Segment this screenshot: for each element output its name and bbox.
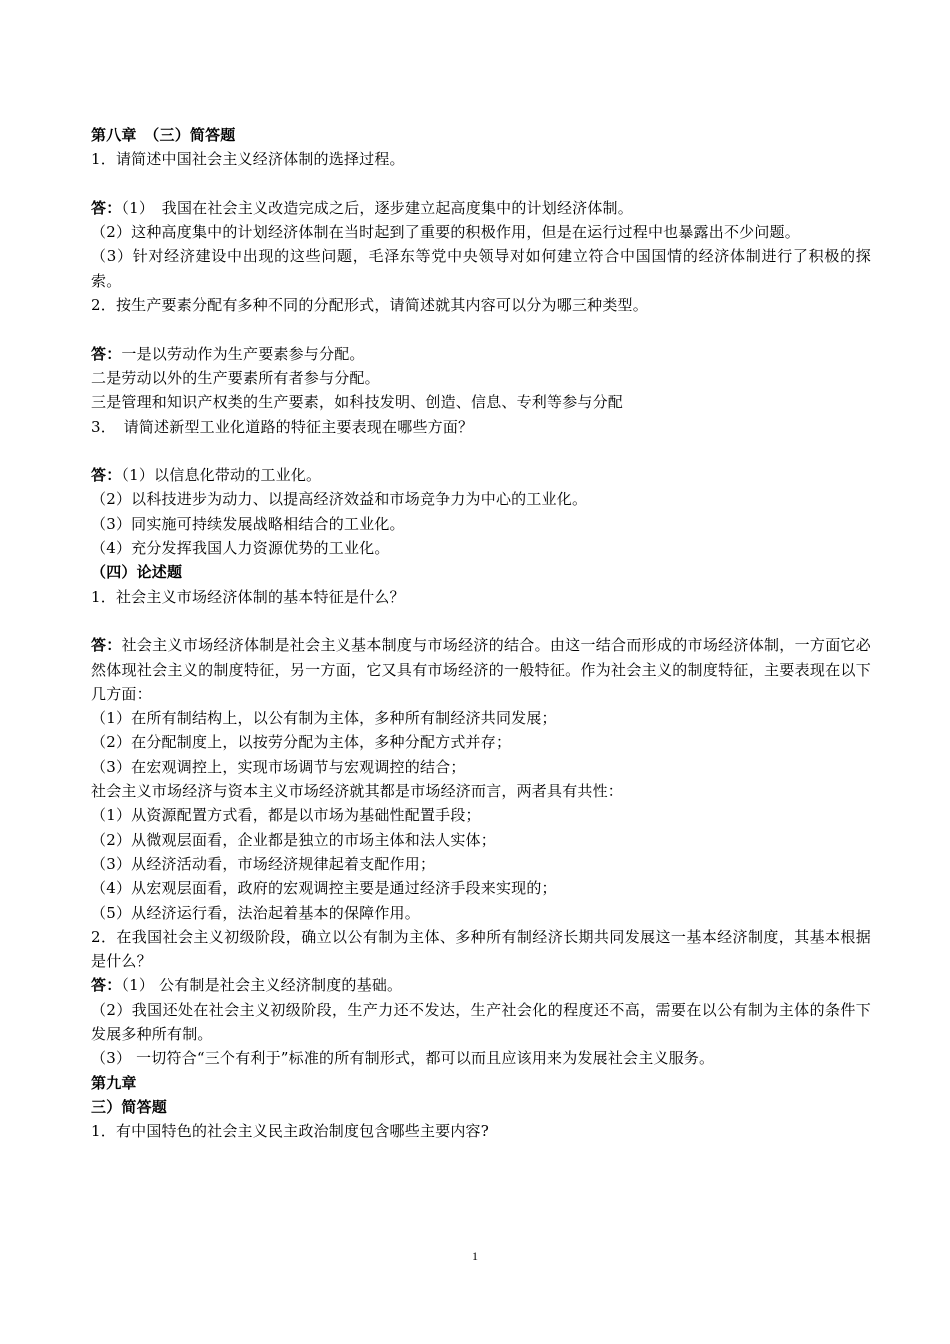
bold-label: 第八章 （三）简答题 [91, 126, 236, 144]
line-text: 1．有中国特色的社会主义民主政治制度包含哪些主要内容? [91, 1122, 489, 1141]
text-line [91, 779, 871, 803]
text-line [91, 123, 871, 147]
bold-label: 答： [91, 466, 122, 485]
line-text: （2）这种高度集中的计划经济体制在当时起到了重要的积极作用，但是在运行过程中也暴露出不少问题。 [91, 223, 800, 242]
page-number: 1 [472, 1249, 478, 1263]
line-text: 社会主义市场经济体制是社会主义基本制度与市场经济的结合。由这一结合而形成的市场经济体制，一方面它必然体现社会主义的制度特征，另一方面，它又具有市场经济的一般特征。作为社会主义的制度特征，主要表现在以下几方面： [91, 636, 871, 703]
line-text: 3． 请简述新型工业化道路的特征主要表现在哪些方面？ [91, 417, 474, 436]
bold-label: 答： [91, 636, 122, 655]
line-text: （3）在宏观调控上，实现市场调节与宏观调控的结合； [91, 757, 466, 776]
text-line [91, 852, 871, 876]
line-text: （2）从微观层面看，企业都是独立的市场主体和法人实体； [91, 830, 496, 849]
text-line [91, 220, 871, 244]
blank-line [91, 172, 871, 196]
text-line [91, 512, 871, 536]
blank-line [91, 439, 871, 463]
bold-label: 三）简答题 [91, 1097, 168, 1116]
text-line [91, 755, 871, 779]
text-line [91, 1119, 871, 1143]
line-text: （4）充分发挥我国人力资源优势的工业化。 [91, 539, 390, 558]
line-text: （2）以科技进步为动力、以提高经济效益和市场竞争力为中心的工业化。 [91, 490, 588, 509]
text-line [91, 730, 871, 754]
line-text: （4）从宏观层面看，政府的宏观调控主要是通过经济手段来实现的； [91, 879, 557, 898]
line-text: （3）同实施可持续发展战略相结合的工业化。 [91, 514, 405, 533]
text-line [91, 536, 871, 560]
text-line [91, 876, 871, 900]
text-line [91, 244, 871, 293]
line-text: 1．请简述中国社会主义经济体制的选择过程。 [91, 150, 405, 169]
bold-label: （四）论述题 [91, 563, 183, 582]
text-line [91, 925, 871, 974]
line-text: （1） 我国在社会主义改造完成之后，逐步建立起高度集中的计划经济体制。 [121, 198, 633, 217]
text-line [91, 706, 871, 730]
text-line [91, 342, 871, 366]
line-text: （1）从资源配置方式看，都是以市场为基础性配置手段； [91, 806, 481, 825]
bold-label: 答： [91, 198, 122, 217]
text-line [91, 1071, 871, 1095]
line-text: （2）在分配制度上，以按劳分配为主体，多种分配方式并存； [91, 733, 512, 752]
text-line [91, 1095, 871, 1119]
bold-label: 第九章 [91, 1073, 137, 1092]
text-line [91, 585, 871, 609]
line-text: （1） 公有制是社会主义经济制度的基础。 [121, 976, 403, 995]
line-text: 二是劳动以外的生产要素所有者参与分配。 [91, 368, 380, 387]
text-line [91, 390, 871, 414]
text-line [91, 998, 871, 1047]
text-line [91, 633, 871, 706]
text-line [91, 828, 871, 852]
line-text: 1．社会主义市场经济体制的基本特征是什么？ [91, 587, 405, 606]
text-line [91, 803, 871, 827]
line-text: （3）从经济活动看，市场经济规律起着支配作用； [91, 854, 436, 873]
line-text: （3）针对经济建设中出现的这些问题，毛泽东等党中央领导对如何建立符合中国国情的经济体制进行了积极的探索。 [91, 247, 871, 290]
text-line [91, 973, 871, 997]
text-line [91, 196, 871, 220]
line-text: 三是管理和知识产权类的生产要素，如科技发明、创造、信息、专利等参与分配 [91, 393, 624, 412]
text-line [91, 901, 871, 925]
text-line [91, 463, 871, 487]
line-text: （5）从经济运行看，法治起着基本的保障作用。 [91, 903, 420, 922]
text-line [91, 415, 871, 439]
bold-label: 答： [91, 344, 122, 363]
bold-label: 答： [91, 976, 122, 995]
blank-line [91, 317, 871, 341]
line-text: （1）以信息化带动的工业化。 [121, 466, 322, 485]
line-text: （1）在所有制结构上，以公有制为主体，多种所有制经济共同发展； [91, 709, 557, 728]
line-text: 一是以劳动作为生产要素参与分配。 [121, 344, 365, 363]
text-line [91, 560, 871, 584]
blank-line [91, 609, 871, 633]
line-text: （2）我国还处在社会主义初级阶段，生产力还不发达，生产社会化的程度还不高，需要在以公有制为主体的条件下发展多种所有制。 [91, 1000, 871, 1043]
line-text: 社会主义市场经济与资本主义市场经济就其都是市场经济而言，两者具有共性： [91, 782, 624, 801]
text-line [91, 366, 871, 390]
line-text: （3） 一切符合“三个有利于”标准的所有制形式，都可以而且应该用来为发展社会主义服务。 [91, 1049, 715, 1068]
text-line [91, 487, 871, 511]
line-text: 2．按生产要素分配有多种不同的分配形式，请简述就其内容可以分为哪三种类型。 [91, 296, 648, 315]
line-text: 2．在我国社会主义初级阶段，确立以公有制为主体、多种所有制经济长期共同发展这一基本经济制度，其基本根据是什么？ [91, 927, 871, 971]
text-line [91, 147, 871, 171]
document-body [91, 123, 871, 1143]
text-line [91, 1046, 871, 1070]
text-line [91, 293, 871, 317]
